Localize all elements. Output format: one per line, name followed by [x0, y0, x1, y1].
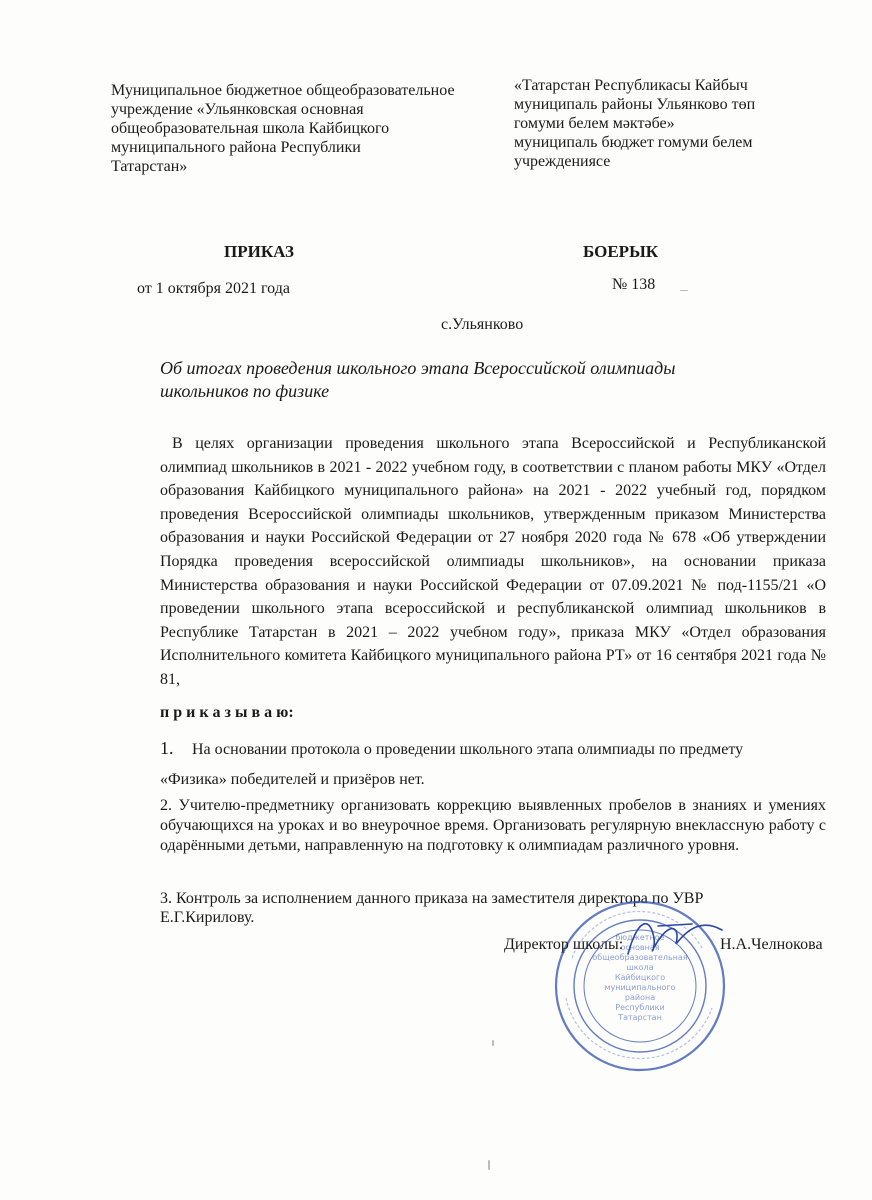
svg-text:Республики: Республики — [615, 1003, 665, 1012]
svg-text:Кайбицкого: Кайбицкого — [614, 973, 666, 982]
scan-speck — [680, 290, 688, 291]
director-name: Н.А.Челнокова — [720, 936, 823, 953]
order-heading: п р и к а з ы в а ю: — [160, 704, 294, 721]
doc-number: № 138 — [612, 276, 656, 293]
doc-title-ru: ПРИКАЗ — [224, 242, 294, 261]
preamble-paragraph: В целях организации проведения школьного этапа Всероссийской и Республиканской олимпиад школьников в 2021 - 2022 учебном году, в соответствии с планом работы МКУ «Отдел образования Кайбицкого муниципального района» на 2021 - 2022 учебный год, порядком проведения Всероссийской олимпиады школьников, утвержденным приказом Министерства образования и науки Российской Федерации от 27 ноября 2020 года № 678 «Об утверждении Порядка проведения всероссийской олимпиады школьников», на основании приказа Министерства образования и науки Российской Федерации от 07.09.2021 № под-1155/21 «О проведении школьного этапа всероссийской и республиканской олимпиад школьников в Республике Татарстан в 2021 – 2022 учебном году», приказа МКУ «Отдел образования Исполнительного комитета Кайбицкого муниципального района РТ» от 16 сентября 2021 года № 81, — [160, 435, 826, 688]
scan-speck — [492, 1040, 494, 1046]
svg-text:основная: основная — [620, 943, 660, 952]
doc-subject: Об итогах проведения школьного этапа Всероссийской олимпиады школьников по физике — [160, 358, 676, 401]
order-item-1-text: На основании протокола о проведении школьного этапа олимпиады по предмету «Физика» победителей и призёров нет. — [160, 741, 744, 788]
order-item-3: 3. Контроль за исполнением данного приказа на заместителя директора по УВР Е.Г.Кирилову. — [160, 890, 704, 926]
order-item-1 — [160, 733, 800, 795]
signature-label: Директор школы: — [504, 936, 624, 953]
svg-text:общеобразовательная: общеобразовательная — [592, 953, 688, 962]
svg-text:муниципального: муниципального — [604, 983, 676, 992]
header-institution-tt: «Татарстан Республикасы Кайбыч муниципаль районы Ульянково төп гомуми белем мәктәбе» муниципаль бюджет гомуми белем учреждениясе — [514, 77, 756, 170]
svg-text:школа: школа — [626, 963, 654, 972]
doc-date: от 1 октября 2021 года — [137, 280, 290, 297]
svg-text:бюджетное: бюджетное — [615, 933, 665, 942]
director-signature — [620, 908, 730, 972]
header-institution-ru: Муниципальное бюджетное общеобразовательное учреждение «Ульянковская основная общеобразовательная школа Кайбицкого муниципального района Республики Татарстан» — [111, 82, 455, 175]
doc-title-tt: БОЕРЫК — [583, 242, 659, 261]
svg-text:Татарстан: Татарстан — [618, 1013, 662, 1022]
svg-text:района: района — [624, 993, 656, 1002]
order-item-2: 2. Учителю-предметнику организовать коррекцию выявленных пробелов в знаниях и умениях обучающихся на уроках и во внеурочное время. Организовать регулярную внеклассную работу с одарёнными детьми, направленную на подготовку к олимпиадам различного уровня. — [160, 797, 826, 854]
doc-place: с.Ульянково — [441, 316, 524, 333]
order-item-1-number: 1. — [160, 738, 174, 758]
scan-speck — [488, 1160, 490, 1170]
